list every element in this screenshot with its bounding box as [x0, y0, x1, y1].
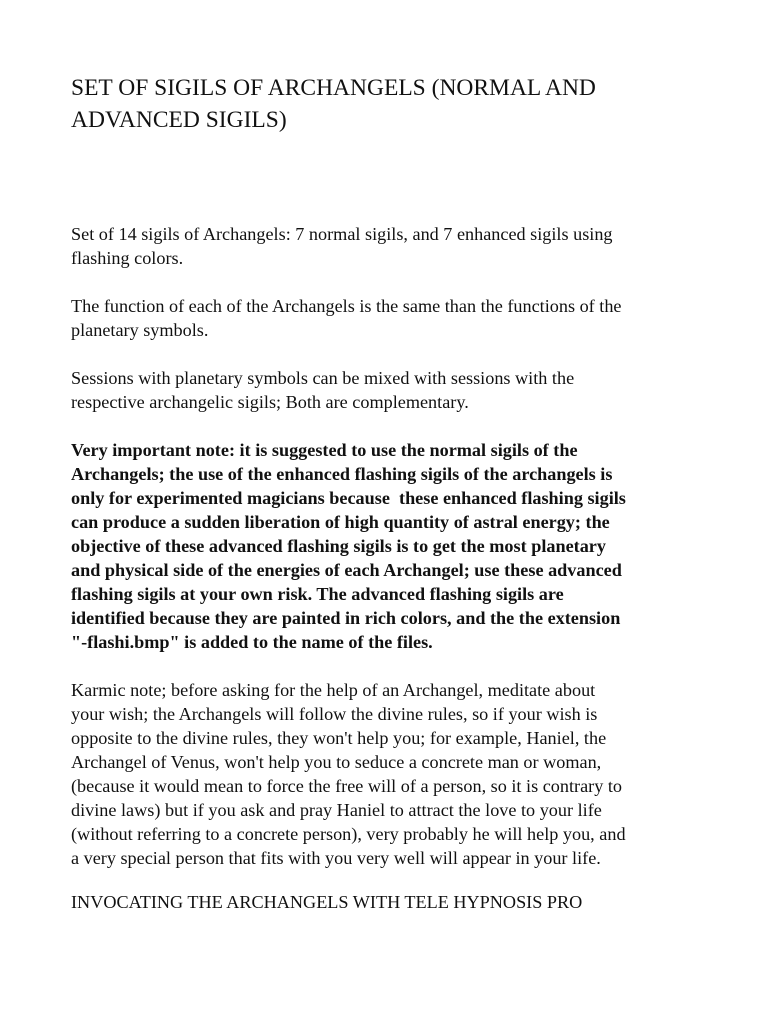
important-note-paragraph — [71, 438, 701, 654]
paragraph-line: Karmic note; before asking for the help of an Archangel, meditate about — [71, 680, 596, 700]
paragraph-line: divine laws) but if you ask and pray Haniel to attract the love to your life — [71, 800, 602, 820]
function-paragraph — [71, 294, 701, 342]
section-heading-invocating — [71, 890, 701, 914]
paragraph-line: identified because they are painted in rich colors, and the the extension — [71, 608, 621, 628]
paragraph-line: can produce a sudden liberation of high quantity of astral energy; the — [71, 512, 610, 532]
paragraph-line: (because it would mean to force the free will of a person, so it is contrary to — [71, 776, 622, 796]
paragraph-line: INVOCATING THE ARCHANGELS WITH TELE HYPNOSIS PRO — [71, 892, 583, 912]
paragraph-line: Sessions with planetary symbols can be mixed with sessions with the — [71, 368, 575, 388]
paragraph-line: "-flashi.bmp" is added to the name of the files. — [71, 632, 433, 652]
paragraph-line: (without referring to a concrete person), very probably he will help you, and — [71, 824, 626, 844]
paragraph-line: opposite to the divine rules, they won't help you; for example, Haniel, the — [71, 728, 607, 748]
paragraph-line: Very important note: it is suggested to use the normal sigils of the — [71, 440, 578, 460]
paragraph-line: a very special person that fits with you very well will appear in your life. — [71, 848, 601, 868]
paragraph-line: respective archangelic sigils; Both are complementary. — [71, 392, 469, 412]
document-title — [71, 72, 701, 136]
paragraph-line: Archangel of Venus, won't help you to seduce a concrete man or woman, — [71, 752, 602, 772]
paragraph-line: The function of each of the Archangels is the same than the functions of the — [71, 296, 622, 316]
paragraph-line: Archangels; the use of the enhanced flashing sigils of the archangels is — [71, 464, 613, 484]
intro-paragraph — [71, 222, 701, 270]
paragraph-line: your wish; the Archangels will follow the divine rules, so if your wish is — [71, 704, 598, 724]
paragraph-line: only for experimented magicians because these enhanced flashing sigils — [71, 488, 626, 508]
title-line: ADVANCED SIGILS) — [71, 107, 287, 133]
title-line: SET OF SIGILS OF ARCHANGELS (NORMAL AND — [71, 75, 596, 101]
document-page — [71, 72, 701, 912]
sessions-paragraph — [71, 366, 701, 414]
paragraph-line: objective of these advanced flashing sigils is to get the most planetary — [71, 536, 606, 556]
paragraph-line: and physical side of the energies of each Archangel; use these advanced — [71, 560, 622, 580]
karmic-note-paragraph — [71, 678, 701, 870]
paragraph-line: Set of 14 sigils of Archangels: 7 normal sigils, and 7 enhanced sigils using — [71, 224, 613, 244]
paragraph-line: planetary symbols. — [71, 320, 209, 340]
paragraph-line: flashing sigils at your own risk. The advanced flashing sigils are — [71, 584, 564, 604]
paragraph-line: flashing colors. — [71, 248, 184, 268]
